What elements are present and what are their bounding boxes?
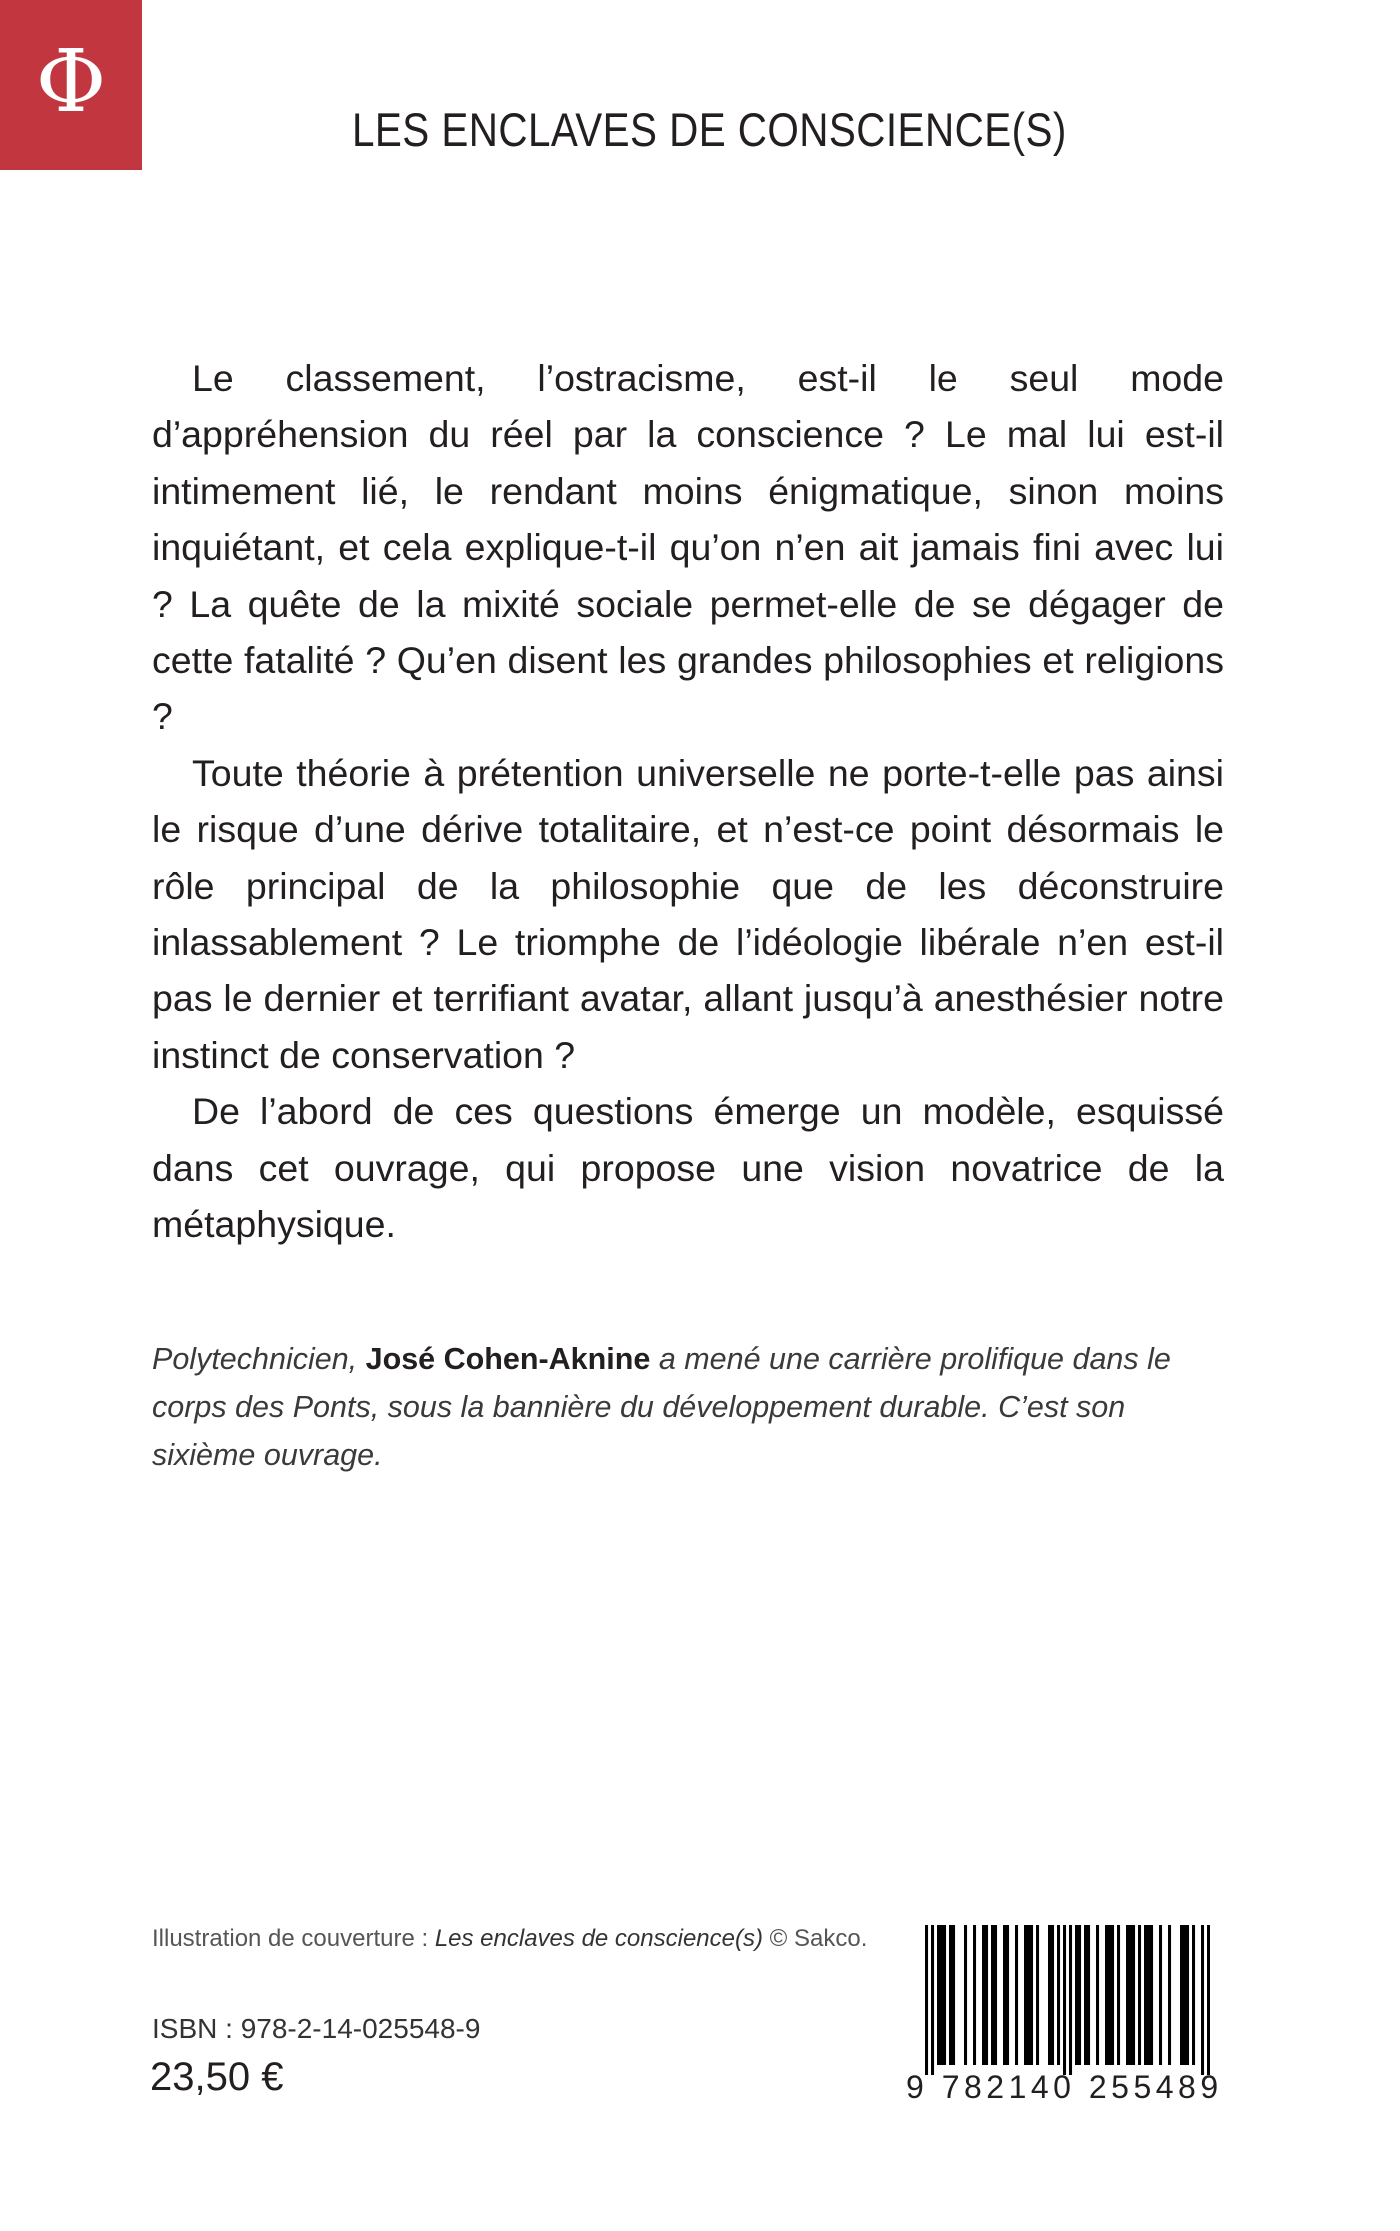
barcode-bar: [1069, 1925, 1072, 2075]
barcode-bar: [1084, 1925, 1087, 2065]
barcode-bar: [1030, 1925, 1033, 2065]
barcode-bar: [1192, 1925, 1195, 2065]
credit-work-title: Les enclaves de conscience(s): [434, 1925, 763, 1952]
cover-illustration-credit: [152, 1925, 867, 1953]
barcode-bar: [1186, 1925, 1189, 2065]
author-name: José Cohen-Aknine: [365, 1342, 651, 1376]
barcode-bar: [1207, 1925, 1210, 2075]
barcode-bar: [943, 1925, 946, 2065]
barcode-bar: [1150, 1925, 1153, 2065]
barcode-bar: [1006, 1925, 1009, 2065]
barcode-bar: [991, 1925, 994, 2065]
barcode-bar: [1108, 1925, 1111, 2065]
barcode-bar: [1168, 1925, 1171, 2065]
barcode-bar: [940, 1925, 943, 2065]
barcode-bar: [1132, 1925, 1135, 2065]
barcode-bar: [1048, 1925, 1051, 2065]
barcode-bar: [1201, 1925, 1204, 2075]
blurb-paragraph: Toute théorie à prétention universelle ne porte-t-elle pas ainsi le risque d’une dérive totalitaire, et n’est-ce point désormais le rôle principal de la philosophie que de les déconstruire inlassablement ? Le triomphe de l’idéologie libérale n’en est-il pas le dernier et terrifiant avatar, allant jusqu’à anesthésier notre instinct de conservation ?: [152, 751, 1224, 1076]
blurb-paragraph: De l’abord de ces questions émerge un modèle, esquissé dans cet ouvrage, qui propose une vision novatrice de la métaphysique.: [152, 1090, 1224, 1246]
barcode-bar: [973, 1925, 976, 2065]
barcode-bar: [994, 1925, 997, 2065]
phi-logo-icon: Φ: [35, 32, 107, 132]
barcode-bar: [931, 1925, 934, 2075]
back-cover-blurb: [152, 350, 1224, 1253]
barcode-bar: [1024, 1925, 1027, 2065]
barcode-bar: [1147, 1925, 1150, 2065]
barcode-bar: [1003, 1925, 1006, 2065]
barcode-bar: [1078, 1925, 1081, 2065]
credit-label: Illustration de couverture :: [152, 1925, 435, 1952]
barcode-bar: [985, 1925, 988, 2065]
barcode-bar: [949, 1925, 952, 2065]
barcode-bar: [952, 1925, 955, 2065]
barcode-bar: [937, 1925, 940, 2065]
book-title: LES ENCLAVES DE CONSCIENCE(S): [352, 103, 1067, 156]
barcode-bar: [1087, 1925, 1090, 2065]
barcode-bar: [925, 1925, 928, 2075]
barcode-bar: [1057, 1925, 1060, 2065]
publisher-logo: [0, 0, 142, 170]
barcode-bar: [1111, 1925, 1114, 2065]
barcode-bar: [964, 1925, 967, 2065]
barcode-bar: [1096, 1925, 1099, 2065]
barcode-bar: [982, 1925, 985, 2065]
barcode-bar: [1075, 1925, 1078, 2065]
barcode-bar: [1105, 1925, 1108, 2065]
barcode-bar: [1129, 1925, 1132, 2065]
barcode-bar: [1159, 1925, 1162, 2065]
barcode-bar: [1117, 1925, 1120, 2065]
price: 23,50 €: [150, 2055, 284, 2099]
isbn: ISBN : 978-2-14-025548-9: [152, 2013, 481, 2044]
barcode-bar: [1138, 1925, 1141, 2065]
barcode-bar: [1036, 1925, 1039, 2065]
author-bio-prefix: Polytechnicien,: [152, 1342, 366, 1376]
author-bio: [152, 1335, 1232, 1479]
barcode-image: [925, 1925, 1210, 2075]
barcode-bar: [1063, 1925, 1066, 2075]
barcode-bar: [1027, 1925, 1030, 2065]
barcode-digits: 9 782140 255489: [906, 2069, 1223, 2105]
barcode-bar: [1144, 1925, 1147, 2065]
barcode-bar: [1051, 1925, 1054, 2065]
barcode-bar: [1180, 1925, 1183, 2065]
blurb-paragraph: Le classement, l’ostracisme, est-il le seul mode d’appréhension du réel par la conscience ? Le mal lui est-il intimement lié, le rendant moins énigmatique, sinon moins inquiétant, et cela explique-t-il qu’on n’en ait jamais fini avec lui ? La quête de la mixité sociale permet-elle de se dégager de cette fatalité ? Qu’en disent les grandes philosophies et religions ?: [152, 357, 1224, 738]
barcode-bar: [1015, 1925, 1018, 2065]
barcode-bar: [1126, 1925, 1129, 2065]
author-bio-suffix: a mené une carrière prolifique dans le corps des Ponts, sous la bannière du développement durable. C’est son sixième ouvrage.: [152, 1342, 1171, 1472]
barcode-bar: [1183, 1925, 1186, 2065]
credit-rights: © Sakco.: [762, 1925, 868, 1952]
